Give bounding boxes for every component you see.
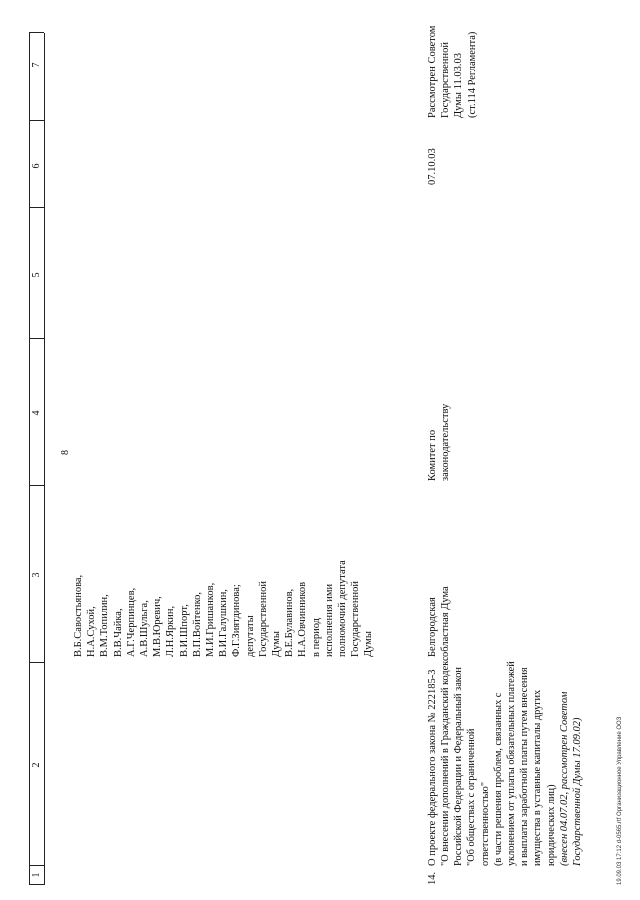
header-col-4: 4 [31, 410, 42, 416]
row14-initiator: Белгородская областная Дума [427, 586, 452, 657]
row14-date: 07.10.03 [427, 148, 438, 185]
header-col-6: 6 [31, 163, 42, 169]
header-col-5: 5 [31, 272, 42, 278]
header-col-3: 3 [31, 572, 42, 578]
page-number: 8 [60, 450, 71, 455]
col-line-7 [29, 32, 44, 33]
row14-number: 14. [427, 871, 438, 885]
col-line-5 [29, 207, 44, 208]
table-header-bottom-border [44, 33, 45, 885]
col-line-3 [29, 485, 44, 486]
row14-title: О проекте федерального закона № 222185-3 [427, 669, 438, 866]
col-line-2 [29, 662, 44, 663]
col-line-4 [29, 338, 44, 339]
continuation-authors: В.Б.Савостьянова, Н.А.Сухой, В.М.Топилин, В.В.Чайка, А.Г.Черпинцев, А.В.Шульга, М.В.Юревич, Л.Н.Яркин, В.И.Шпорт, В.П.Войтенко, М.И.Гришанков, В.И.Галушкин, Ф.Г.Зиятдинова; депутаты Государственной Думы В.Е.Булавинов, Н.А.Овчинников в период исполнения ими полномочий депутата Государственной Думы [73, 560, 375, 657]
header-col-7: 7 [31, 62, 42, 68]
col-line-6 [29, 120, 44, 121]
header-col-1: 1 [31, 872, 42, 878]
row14-note: (внесен 04.07.02, рассмотрен Советом Государственной Думы 17.09.02) [559, 691, 584, 866]
document-footer: 19.09.03 17:12 d-0565.rtf Организационное Управление ООЗ [617, 716, 623, 885]
row14-description: "О внесении дополнений в Гражданский кодекс Российской Федерации и Федеральный закон "Об обществах с ограниченной ответственностью" (в части решения проблем, связанных с уклонением от уплаты обязательных платежей и выплаты заработной платы путем внесения имущества в уставные капиталы других юридических лиц) [440, 656, 557, 866]
row14-status: Рассмотрен Советом Государственной Думы 11.03.03 (ст.114 Регламента) [427, 25, 478, 118]
row14-committee: Комитет по законодательству [427, 403, 452, 481]
table-top-border [29, 33, 30, 885]
header-col-2: 2 [31, 762, 42, 768]
